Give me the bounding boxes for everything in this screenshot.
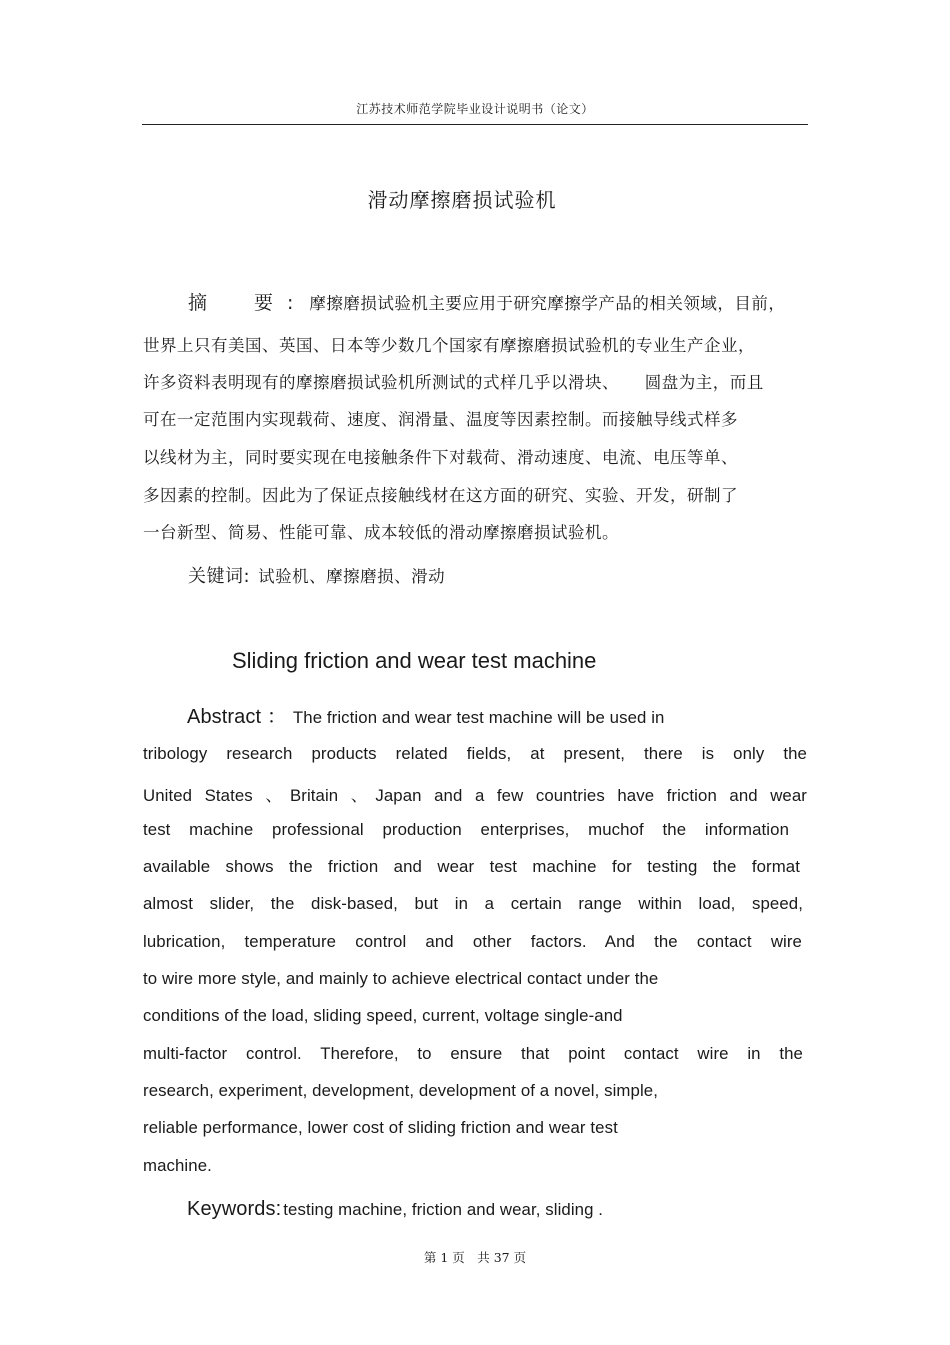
- en-abstract-line: to wire more style, and mainly to achieve electrical contact under the: [143, 969, 659, 988]
- en-abstract-line: lubrication, temperature control and other factors. And the contact wire: [143, 932, 802, 951]
- en-abstract-label: Abstract ：: [187, 706, 287, 728]
- cn-abstract-text: 摩擦磨损试验机主要应用于研究摩擦学产品的相关领域，目前，: [309, 294, 786, 313]
- cn-abstract-line: 可在一定范围内实现载荷、速度、润滑量、温度等因素控制。而接触导线式样多: [143, 410, 738, 429]
- cn-keywords-text: 试验机、摩擦磨损、滑动: [258, 567, 446, 586]
- english-title: Sliding friction and wear test machine: [232, 648, 597, 673]
- en-keywords-line: [187, 1198, 603, 1221]
- en-abstract-line: available shows the friction and wear test machine for testing the format: [143, 857, 800, 876]
- en-abstract-line: [187, 700, 665, 729]
- cn-abstract-line: 世界上只有美国、英国、日本等少数几个国家有摩擦磨损试验机的专业生产企业，: [143, 336, 755, 355]
- en-abstract-text: The friction and wear test machine will be used in: [292, 708, 665, 727]
- cn-abstract-line: [188, 288, 785, 315]
- en-keywords-label: Keywords:: [187, 1198, 282, 1220]
- en-abstract-line: tribology research products related fields, at present, there is only the: [143, 744, 807, 763]
- en-abstract-line: test machine professional production enterprises, muchof the information: [143, 820, 789, 839]
- en-abstract-line: machine.: [143, 1156, 212, 1175]
- page-number: 第 1 页 共 37 页: [423, 1250, 527, 1265]
- cn-abstract-line: 以线材为主，同时要实现在电接触条件下对载荷、滑动速度、电流、电压等单、: [143, 448, 738, 467]
- en-abstract-line: multi-factor control. Therefore, to ensure that point contact wire in the: [143, 1044, 803, 1063]
- chinese-title: 滑动摩擦磨损试验机: [367, 188, 557, 212]
- cn-keywords-line: [188, 562, 445, 588]
- en-abstract-line: United States 、Britain 、Japan and a few countries have friction and wear: [143, 786, 807, 805]
- cn-abstract-label: 摘 要:: [188, 292, 308, 314]
- cn-abstract-line: 一台新型、简易、性能可靠、成本较低的滑动摩擦磨损试验机。: [143, 523, 619, 542]
- header-rule: [142, 124, 808, 125]
- en-abstract-line: conditions of the load, sliding speed, current, voltage single-and: [143, 1006, 623, 1025]
- cn-keywords-label: 关键词:: [188, 566, 251, 587]
- en-abstract-line: almost slider, the disk-based, but in a certain range within load, speed,: [143, 894, 803, 913]
- en-abstract-line: reliable performance, lower cost of sliding friction and wear test: [143, 1118, 618, 1137]
- cn-abstract-line: 许多资料表明现有的摩擦磨损试验机所测试的式样几乎以滑块、 圆盘为主，而且: [143, 373, 764, 392]
- running-header: 江苏技术师范学院毕业设计说明书（论文）: [356, 102, 594, 116]
- en-keywords-text: testing machine, friction and wear, sliding .: [283, 1200, 604, 1219]
- cn-abstract-line: 多因素的控制。因此为了保证点接触线材在这方面的研究、实验、开发，研制了: [143, 486, 738, 505]
- en-abstract-line: research, experiment, development, development of a novel, simple,: [143, 1081, 658, 1100]
